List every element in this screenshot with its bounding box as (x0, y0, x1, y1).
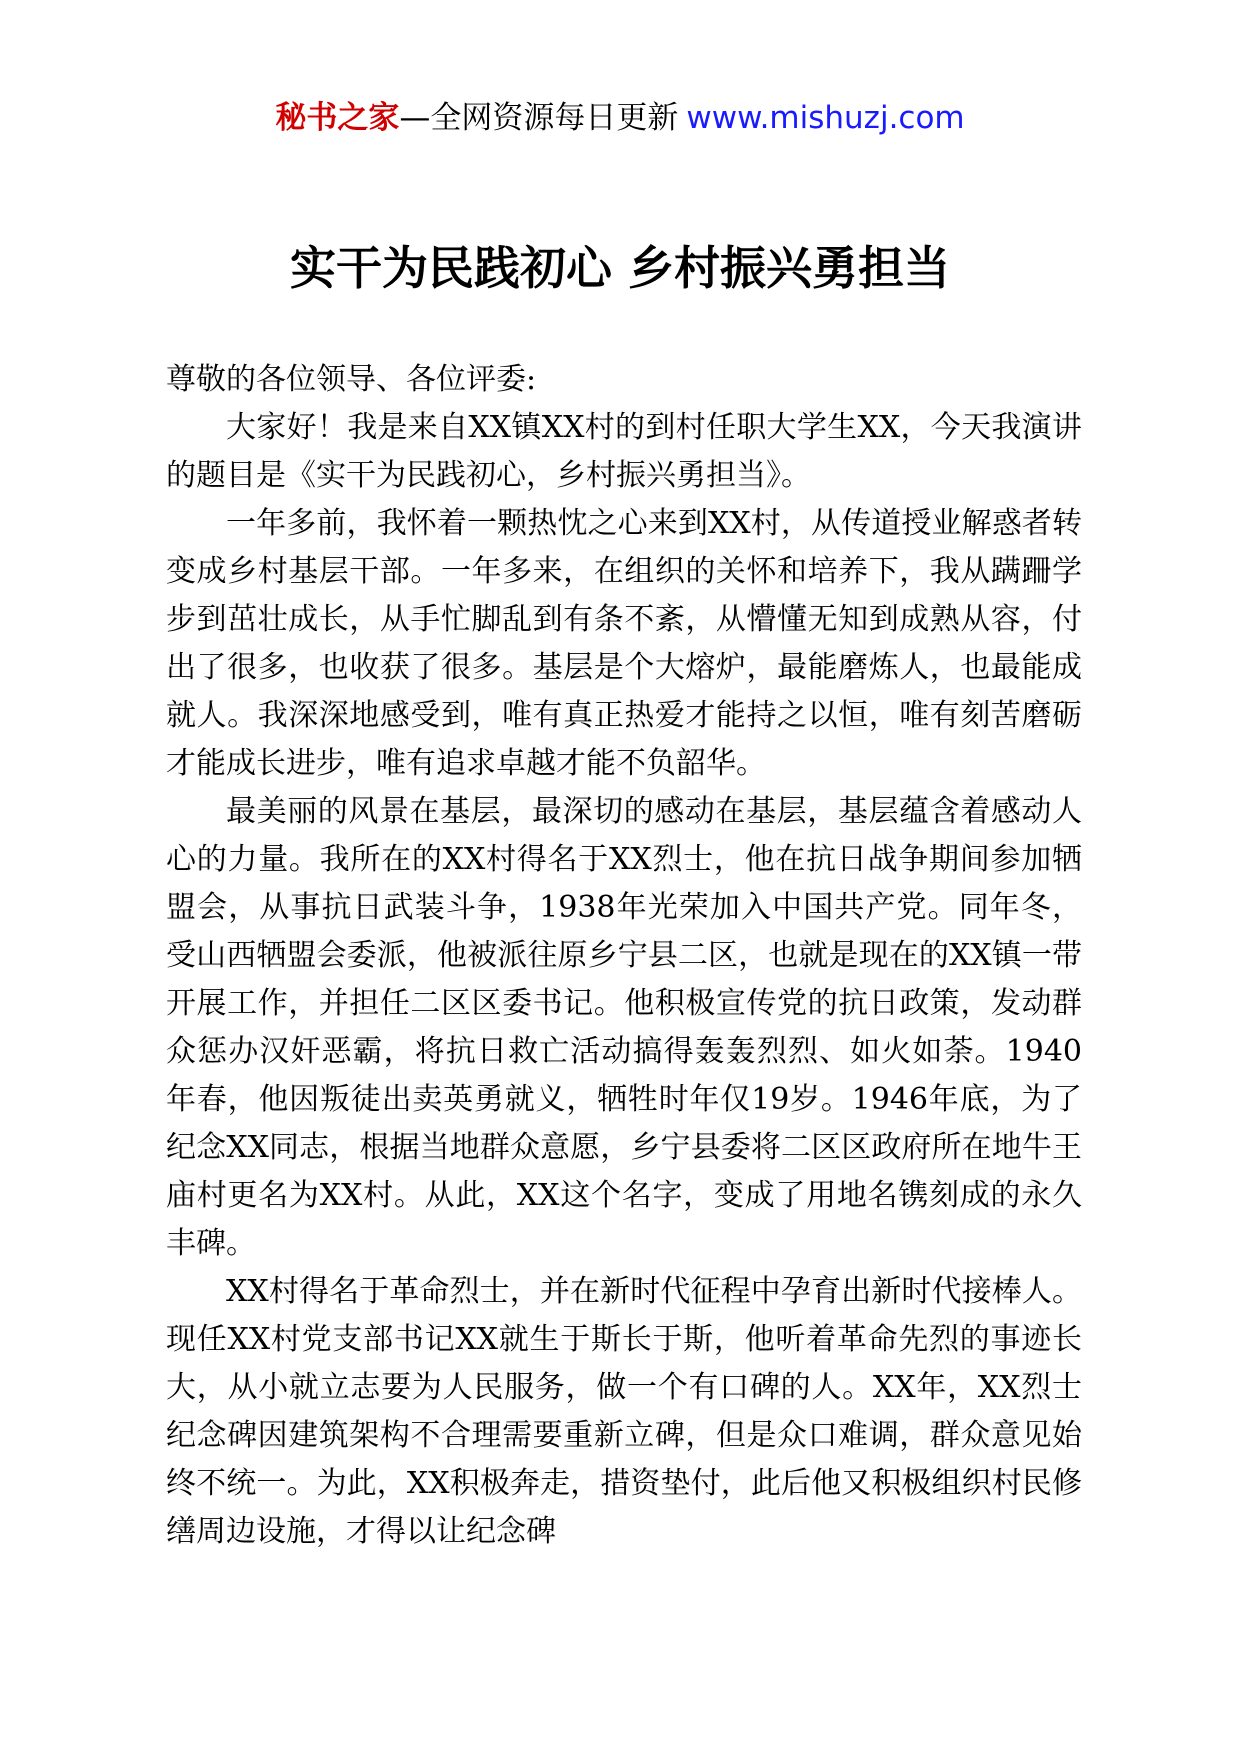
body-paragraph: XX村得名于革命烈士，并在新时代征程中孕育出新时代接棒人。现任XX村党支部书记XX就生于斯长于斯，他听着革命先烈的事迹长大，从小就立志要为人民服务，做一个有口碑的人。XX年，XX烈士纪念碑因建筑架构不合理需要重新立碑，但是众口难调，群众意见始终不统一。为此，XX积极奔走，措资垫付，此后他又积极组织村民修缮周边设施，才得以让纪念碑 (166, 1274, 1082, 1549)
header-tagline: —全网资源每日更新 (399, 100, 679, 136)
site-header-banner (0, 98, 1240, 138)
document-body (166, 356, 1082, 1556)
body-paragraph: 大家好！我是来自XX镇XX村的到村任职大学生XX，今天我演讲的题目是《实干为民践初心，乡村振兴勇担当》。 (166, 410, 1082, 493)
document-title: 实干为民践初心 乡村振兴勇担当 (289, 241, 950, 295)
body-paragraph: 最美丽的风景在基层，最深切的感动在基层，基层蕴含着感动人心的力量。我所在的XX村得名于XX烈士，他在抗日战争期间参加牺盟会，从事抗日武装斗争，1938年光荣加入中国共产党。同年冬，受山西牺盟会委派，他被派往原乡宁县二区，也就是现在的XX镇一带开展工作，并担任二区区委书记。他积极宣传党的抗日政策，发动群众惩办汉奸恶霸，将抗日救亡活动搞得轰轰烈烈、如火如荼。1940年春，他因叛徒出卖英勇就义，牺牲时年仅19岁。1946年底，为了纪念XX同志，根据当地群众意愿，乡宁县委将二区区政府所在地牛王庙村更名为XX村。从此，XX这个名字，变成了用地名镌刻成的永久丰碑。 (166, 794, 1082, 1261)
brand-name: 秘书之家 (275, 100, 400, 136)
salutation: 尊敬的各位领导、各位评委: (166, 362, 537, 397)
body-paragraph: 一年多前，我怀着一颗热忱之心来到XX村，从传道授业解惑者转变成乡村基层干部。一年多来，在组织的关怀和培养下，我从蹒跚学步到茁壮成长，从手忙脚乱到有条不紊，从懵懂无知到成熟从容，付出了很多，也收获了很多。基层是个大熔炉，最能磨炼人，也最能成就人。我深深地感受到，唯有真正热爱才能持之以恒，唯有刻苦磨砺才能成长进步，唯有追求卓越才能不负韶华。 (166, 506, 1082, 781)
site-url-link[interactable]: www.mishuzj.com (686, 100, 965, 136)
